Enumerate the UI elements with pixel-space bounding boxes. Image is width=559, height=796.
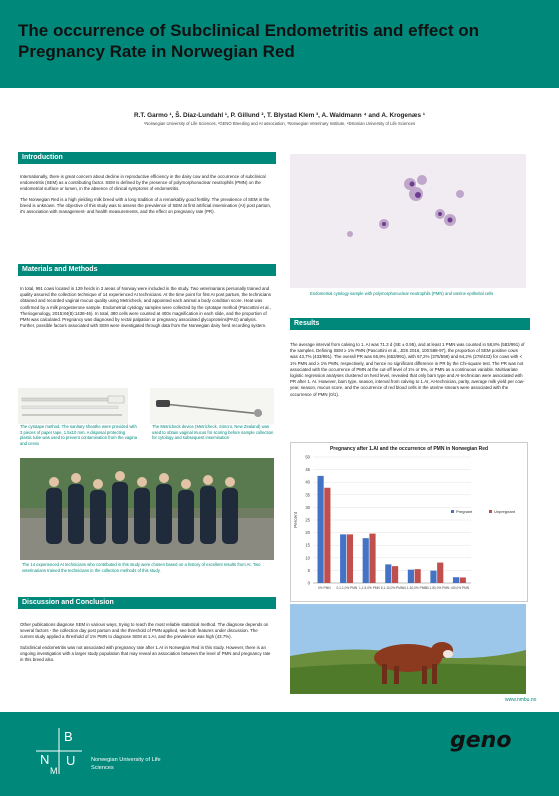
technicians-photo: [20, 458, 274, 560]
x-tick-label: 30,1-50,0% PMN: [425, 586, 450, 590]
logo-letter-u: U: [66, 753, 76, 768]
bar-unpregnant: [369, 534, 375, 583]
bar-pregnant: [430, 571, 436, 583]
bar-unpregnant: [437, 563, 443, 583]
introduction-heading: Introduction: [18, 152, 276, 164]
bar-pregnant: [408, 570, 414, 583]
introduction-paragraph-1: Internationally, there is great concern about decline in reproductive efficiency in the dairy cow and the occurrence of subclinical endometritis (SEM) as a contributing factor. SEM is defined by the presence of polymorphonuclear neutrophils (PMN) on the endometrial surface or lumen, in the absence of clinical symptoms of endometritis.: [20, 174, 266, 192]
bar-unpregnant: [347, 534, 353, 583]
footer-url[interactable]: www.nmbu.no: [505, 697, 537, 703]
poster-title: The occurrence of Subclinical Endometritis and effect on Pregnancy Rate in Norwegian Red: [18, 21, 479, 61]
x-tick-label: 5,1-10,0% PMN: [380, 586, 404, 590]
results-text: [290, 342, 526, 402]
cow-photo: [290, 604, 526, 694]
y-axis-label: Percent: [293, 512, 298, 528]
methods-heading: Materials and Methods: [18, 264, 276, 276]
microscope-caption: Endometrial cytology sample with polymorphonuclear neutrophils (PMN) and uterine epithelial cells: [310, 291, 494, 296]
legend-label: Unpregnant: [494, 509, 515, 514]
x-tick-label: 10,1-30,0% PMN: [402, 586, 427, 590]
university-name: Norwegian University of Life Sciences: [91, 757, 161, 771]
bar-unpregnant: [392, 566, 398, 583]
y-tick-label: 40: [305, 479, 310, 485]
logo-letter-b: B: [64, 729, 73, 744]
bar-unpregnant: [460, 577, 466, 583]
technicians-caption: The 14 experienced AI technicians who contributed in this study were chosen based on a history of excellent results from AI. Two veterinarians trained the technicians in the collection methods of this study.: [22, 562, 261, 573]
y-tick-label: 45: [305, 467, 310, 473]
x-tick-label: >50,0% PMN: [450, 586, 470, 590]
legend-label: Pregnant: [456, 509, 473, 514]
metricheck-caption: The Metricheck device (Metricheck, Simcro, New Zealand) was used to obtain vaginal mucus for scoring before sample collection for cytology and subsequent insemination: [152, 424, 274, 441]
legend-swatch: [489, 510, 492, 513]
bar-pregnant: [385, 564, 391, 583]
discussion-heading: Discussion and Conclusion: [18, 597, 276, 609]
y-tick-label: 0: [307, 580, 310, 586]
logo-letter-n: N: [40, 752, 50, 767]
discussion-text: [20, 622, 272, 667]
y-tick-label: 20: [305, 530, 310, 536]
cytology-microscope-image: [290, 154, 526, 288]
authors: R.T. Garmo ¹, Š. Díaz-Lundahl ¹, P. Gillund ², T. Blystad Klem ³, A. Waldmann ⁴ and A. Krogenæs ¹: [134, 112, 425, 119]
nmbu-logo: [34, 726, 84, 776]
geno-logo: geno: [450, 728, 512, 753]
introduction-text: [20, 174, 272, 219]
pregnancy-chart: [290, 442, 528, 602]
bar-pregnant: [453, 577, 459, 583]
logo-letter-m: M: [50, 766, 58, 776]
bar-unpregnant: [415, 569, 421, 583]
chart-title: Pregnancy after 1.AI and the occurrence of PMN in Norwegian Red: [329, 446, 489, 452]
y-tick-label: 35: [305, 492, 310, 498]
bar-pregnant: [340, 534, 346, 583]
results-paragraph-1: The average interval from calving to 1. AI was 71.3 d (SE ± 0.95), and at least 1 PMN was counted in 58,8% (583/991) of the samples. Defining SEM ≥ 1% PMN (Pascottini et al., JDS 2016, 100:588-97), the proportion of SEM positive cows was 43,7% (433/991). The overall PR was 65,9% (653/991), with 67,2% (375/558) and 64,2% (278/433) for cows with < 1% PMN and ≥ 1% PMN, respectively, and hence no significant difference in PR by the Chi-square test. The PR was not associated with the occurrence of PMN at the cut-off level of 1% or 5%, or PMN as a continuous variable. Multivariate logistic regression analyses clustered on herd level, revealed that only barn type and AI-technician were associated with PR after 1. AI. However, barn type, season, interval from calving to 1.AI, AI-technician, parity, average milk yield per cow-year, season, mucus score, and the occurrence of red blood cells in the uterine smears were associated with the occurrence of PMN (0/1).: [290, 342, 525, 397]
results-heading: Results: [290, 318, 530, 330]
introduction-paragraph-2: The Norwegian Red is a high yielding milk breed with a long tradition of a remarkably good fertility. The prevalence of SEM in the breed is unknown. The objective of this study was to assess the prevalence of SEM at first artificial insemination (AI) post partum, it's association with management- and health measurements, and the effect on pregnancy rate (PR).: [20, 196, 272, 215]
discussion-paragraph-2: Subclinical endometritis was not associated with pregnancy rate after 1.AI in Norwegian Red in this study. However, there is an ongoing investigation with a larger study population that may reveal an association between the level of PMN and pregnancy rate in this breed also.: [20, 644, 271, 663]
chart-svg: [291, 443, 527, 601]
bar-pregnant: [318, 476, 324, 583]
y-tick-label: 50: [305, 454, 310, 460]
y-tick-label: 10: [305, 555, 310, 561]
y-tick-label: 5: [307, 567, 310, 573]
y-tick-label: 30: [305, 504, 310, 510]
methods-paragraph-1: In total, 991 cows located in 129 herds in 3 areas of Norway were included in the study. Two veterinarians personally trained and quality assured the collection technique of 14 experienced AI technicians. At the time point for first AI post partum, the technicians obtained and recorded vaginal mucus quality using Metricheck, and appointed each animal a body condition score. Heat was confirmed by a milk progesterone sample. Endometrial cytology samples were collected by the cytotape method (Pascottini et al., Theriogenology, 2015;84(8):1438-46). In total, 380 cells were counted at 400x magnification in each slide, and the proportion of PMN was calculated. Pregnancy was diagnosed by rectal palpation or pregnancy associated glycoproteins(PAG) analysis. Further, possible factors associated with SEM were investigated through data from the Norwegian dairy herd recording system.: [20, 286, 271, 329]
metricheck-image: [150, 388, 274, 424]
cytotape-caption: The cytotape method. The sanitary sheathe were provided with 3 pieces of paper tape, 1.5x10 mm. A disposal protecting plastic tube was used to prevent contamination from the vagina and cervix: [20, 424, 138, 446]
y-tick-label: 25: [305, 517, 310, 523]
x-tick-label: 0% PMN: [317, 586, 331, 590]
discussion-paragraph-1: Other publications diagnose SEM in various ways, trying to reach the most reliable statistical method. The diagnose depends on several factors - the collection day post partum and the threshold of PMN applied, see both features under discussion. The current study applied a threshold of 1% PMN to diagnose SEM at 1.AI, and the prevalence was high (43.7%).: [20, 622, 269, 640]
x-tick-label: 0,1-1,0% PMN: [336, 586, 358, 590]
bar-unpregnant: [324, 488, 330, 583]
bar-pregnant: [363, 538, 369, 583]
legend-swatch: [451, 510, 454, 513]
x-tick-label: 1,1-5,0% PMN: [359, 586, 380, 590]
methods-text: [20, 286, 272, 333]
affiliations: ¹Norwegian University of Life Sciences, ²GENO Breeding and AI association, ³Norwegian Veterinary Institute, ⁴Estonian University of Life Sciences: [143, 121, 416, 126]
cytotape-image: [18, 388, 128, 424]
y-tick-label: 15: [305, 542, 310, 548]
